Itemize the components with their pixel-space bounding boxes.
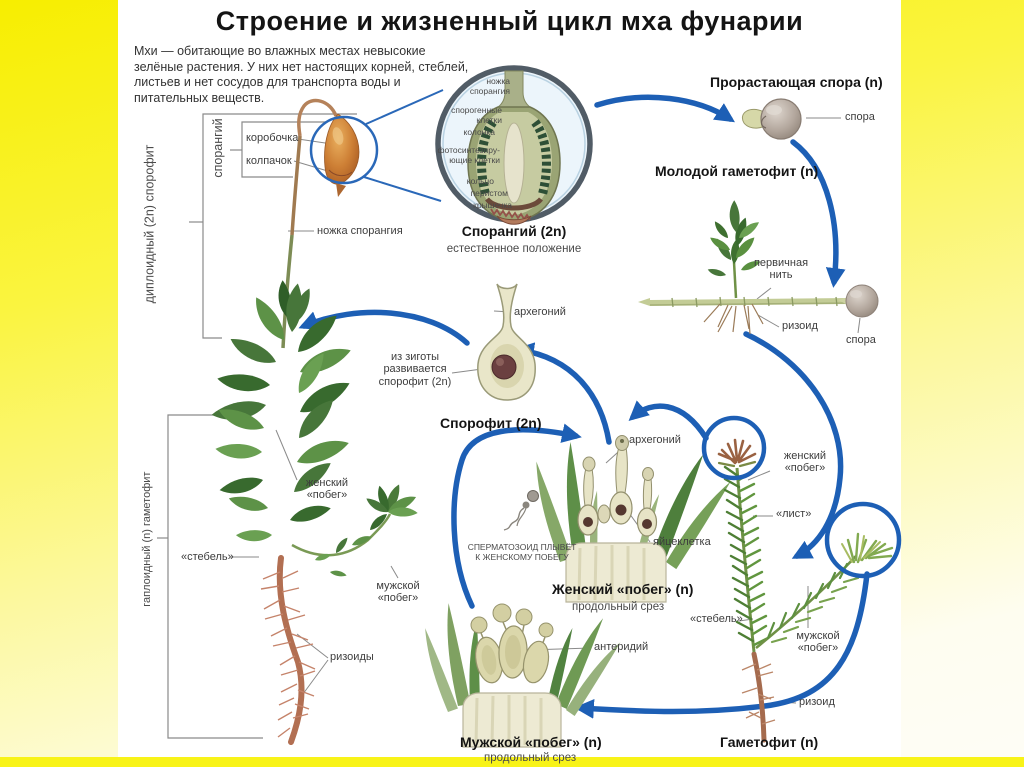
detail-photosynthetic-label-a: фотосинтезиру-: [437, 145, 500, 155]
female-shoot-section-illustration: [516, 436, 731, 603]
detail-stalk-label-b: спорангия: [469, 86, 510, 96]
detail-photosynthetic-label-b: ющие клетки: [449, 155, 500, 165]
germinating-spore-illustration: [742, 99, 801, 139]
zygote-note: из зиготы развивается спорофит (2n): [378, 351, 452, 388]
sperm-note: СПЕРМАТОЗОИД ПЛЫВЁТ К ЖЕНСКОМУ ПОБЕГУ: [467, 542, 577, 562]
young-spore-label: спора: [846, 334, 876, 346]
gametophyte-male-shoot-label: мужской «побег»: [796, 630, 840, 655]
sporophyte-title: Спорофит (2n): [440, 415, 542, 431]
egg-cell-label: яйцеклетка: [653, 536, 711, 548]
detail-peristome-label: перистом: [470, 188, 508, 198]
male-shoot-section-illustration: [408, 603, 620, 747]
gametophyte-rhizoid-label: ризоид: [799, 696, 835, 708]
sperm-illustration: [504, 491, 539, 531]
sporangium-title: Спорангий (2n): [461, 223, 567, 239]
haploid-gametophyte-bracket-label: гаплоидный (n) гаметофит: [140, 471, 153, 607]
moss-female-shoot-label: женский «побег»: [305, 477, 349, 502]
diploid-sporophyte-bracket-label: диплоидный (2n) спорофит: [142, 144, 157, 304]
calyptra-label: колпачок: [246, 155, 292, 167]
gametophyte-stem-label: «стебель»: [690, 613, 743, 625]
gametophyte-title: Гаметофит (n): [720, 734, 819, 750]
detail-columella-label: колонка: [463, 127, 495, 137]
moss-stem-label: «стебель»: [181, 551, 234, 563]
young-rhizoid-label: ризоид: [782, 320, 818, 332]
arrow-young-to-adult-gametophyte: [746, 334, 841, 556]
intro-text: Мхи — обитающие во влажных местах невысокие зелёные растения. У них нет настоящих корней, стеблей, листьев и нет сосудов для транспорта воды и питательных веществ.: [134, 44, 469, 105]
detail-sporogenous-label: спорогенные клетки: [451, 105, 502, 125]
detail-ring-label: кольцо: [466, 176, 494, 186]
arrow-sporangium-to-spore: [597, 97, 730, 119]
gametophyte-leaf-label: «лист»: [776, 508, 812, 520]
primary-thread-label: первичная нить: [753, 257, 809, 282]
detail-lid-label: крышечка: [473, 200, 512, 210]
antheridium-label: антеридий: [594, 641, 649, 653]
arrow-sperm-to-female-shoot: [454, 430, 576, 606]
female-shoot-title: Женский «побег» (n): [552, 581, 694, 597]
detail-stalk-label-a: ножка: [486, 76, 510, 86]
female-shoot-subtitle: продольный срез: [572, 601, 665, 613]
sporophyte-archegonium-illustration: [478, 284, 535, 400]
seta-label: ножка спорангия: [317, 225, 403, 237]
sporangium-subtitle: естественное положение: [446, 243, 582, 255]
gametophyte-female-shoot-label: женский «побег»: [783, 450, 827, 475]
sporangium-bracket-label: спорангий: [211, 118, 225, 178]
female-archegonium-label: архегоний: [629, 434, 681, 446]
male-shoot-title: Мужской «побег» (n): [460, 734, 602, 750]
left-moss-illustration: [211, 101, 418, 742]
female-tip-highlight-circle: [704, 418, 764, 478]
capsule-label: коробочка: [246, 132, 299, 144]
moss-male-shoot-label: мужской «побег»: [376, 580, 420, 605]
moss-rhizoids-label: ризоиды: [330, 651, 374, 663]
sporophyte-archegonium-label: архегоний: [514, 306, 566, 318]
male-shoot-subtitle: продольный срез: [484, 752, 577, 764]
page-title: Строение и жизненный цикл мха фунарии: [215, 6, 804, 36]
germinating-spore-title: Прорастающая спора (n): [710, 74, 883, 90]
young-gametophyte-title: Молодой гаметофит (n): [655, 163, 819, 179]
germinating-spore-label: спора: [845, 111, 875, 123]
